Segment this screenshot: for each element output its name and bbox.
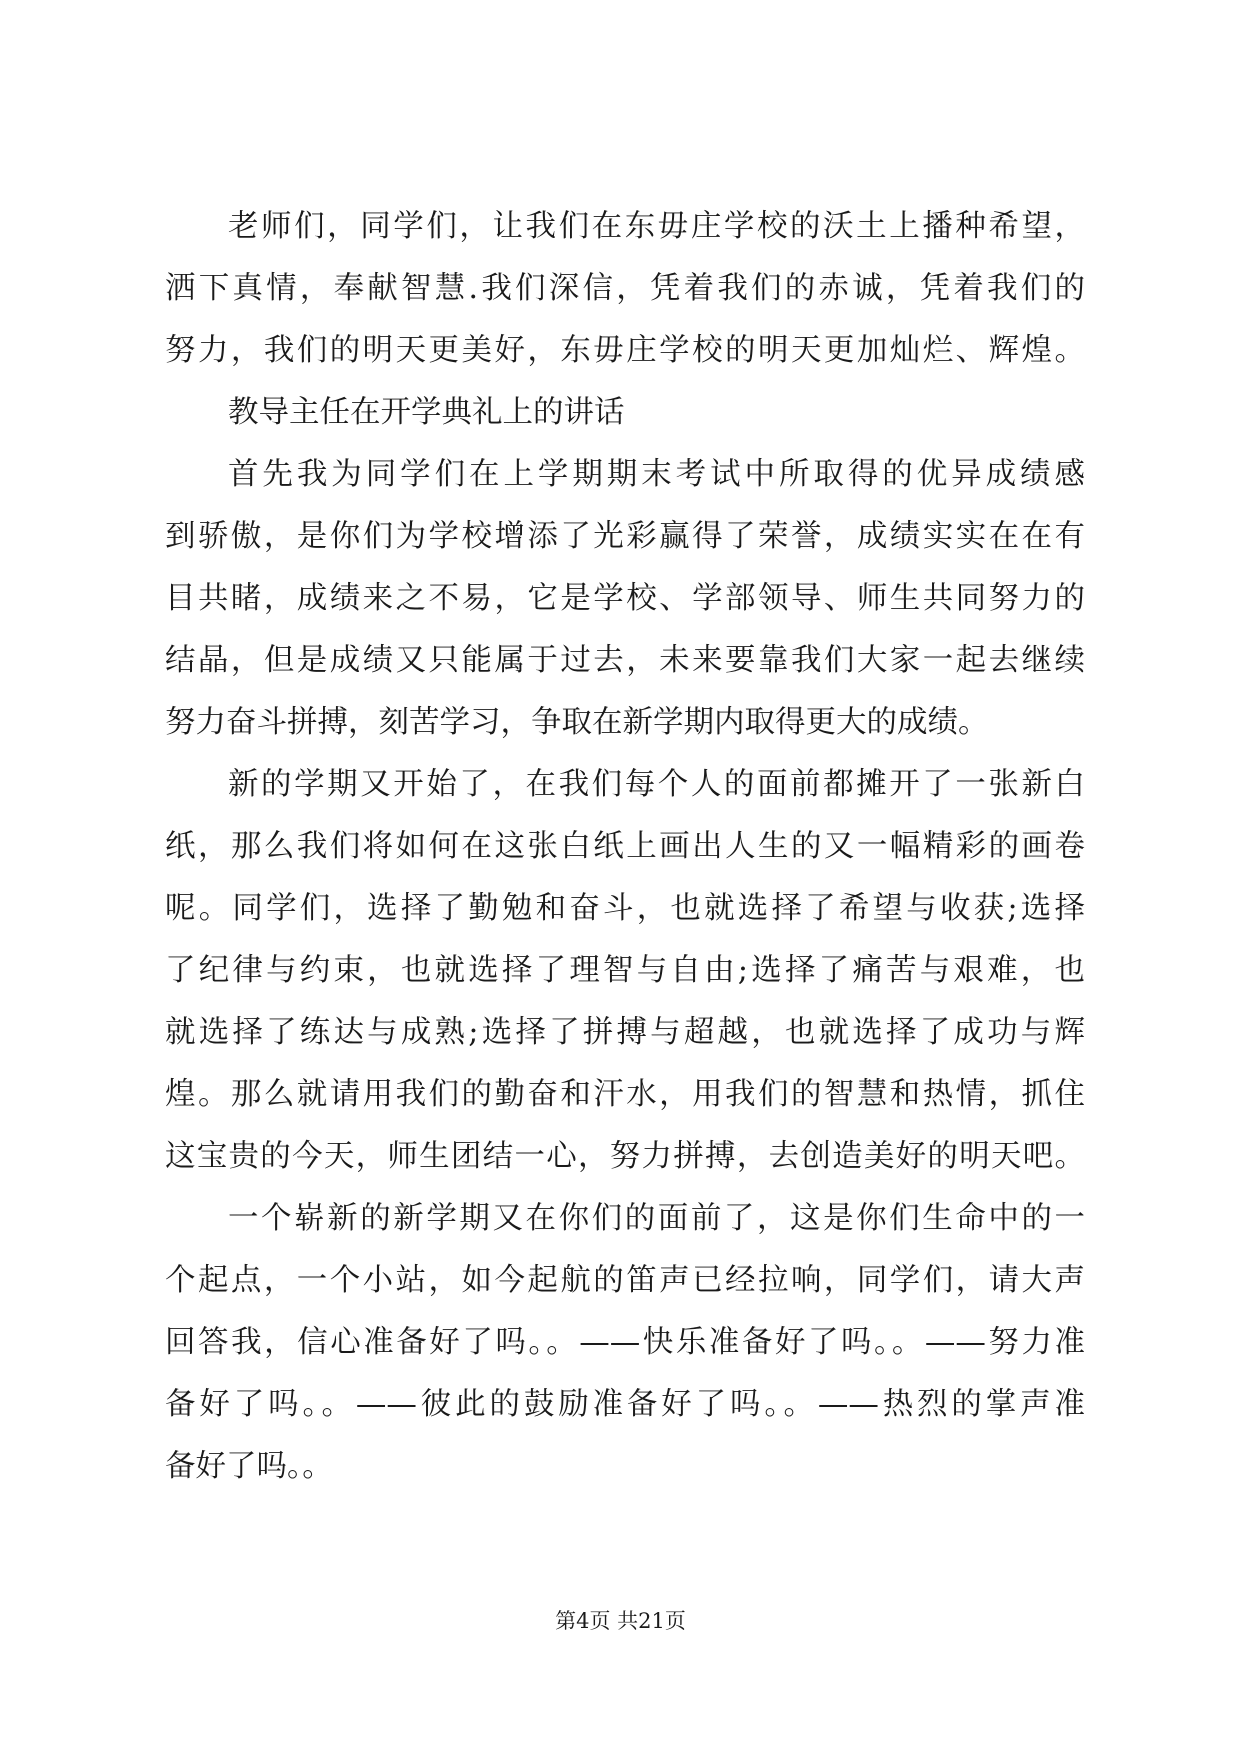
text-line: 首先我为同学们在上学期期末考试中所取得的优异成绩感 bbox=[228, 457, 1085, 492]
text-line: 目共睹，成绩来之不易，它是学校、学部领导、师生共同努力的 bbox=[165, 581, 1085, 616]
section-title: 教导主任在开学典礼上的讲话 bbox=[228, 395, 625, 430]
document-body bbox=[165, 196, 1085, 1498]
text-line: 煌。那么就请用我们的勤奋和汗水，用我们的智慧和热情，抓住 bbox=[165, 1077, 1085, 1112]
text-line: 就选择了练达与成熟;选择了拼搏与超越，也就选择了成功与辉 bbox=[165, 1015, 1085, 1050]
page-footer: 第4页 共21页 bbox=[555, 1609, 686, 1633]
text-line: 纸，那么我们将如何在这张白纸上画出人生的又一幅精彩的画卷 bbox=[165, 829, 1085, 864]
text-line: 努力奋斗拼搏，刻苦学习，争取在新学期内取得更大的成绩。 bbox=[165, 705, 989, 740]
text-line: 洒下真情，奉献智慧.我们深信，凭着我们的赤诚，凭着我们的 bbox=[165, 271, 1085, 306]
text-line: 到骄傲，是你们为学校增添了光彩赢得了荣誉，成绩实实在在有 bbox=[165, 519, 1085, 554]
text-line: 呢。同学们，选择了勤勉和奋斗，也就选择了希望与收获;选择 bbox=[165, 891, 1085, 926]
text-line: 备好了吗。。 bbox=[165, 1449, 333, 1484]
text-line: 回答我，信心准备好了吗。。——快乐准备好了吗。。——努力准 bbox=[165, 1325, 1085, 1360]
text-line: 备好了吗。。——彼此的鼓励准备好了吗。。——热烈的掌声准 bbox=[165, 1387, 1085, 1422]
text-line: 个起点，一个小站，如今起航的笛声已经拉响，同学们，请大声 bbox=[165, 1263, 1085, 1298]
text-line: 努力，我们的明天更美好，东毋庄学校的明天更加灿烂、辉煌。 bbox=[165, 333, 1085, 368]
text-line: 一个崭新的新学期又在你们的面前了，这是你们生命中的一 bbox=[228, 1201, 1085, 1236]
text-line: 了纪律与约束，也就选择了理智与自由;选择了痛苦与艰难，也 bbox=[165, 953, 1085, 988]
text-line: 这宝贵的今天，师生团结一心，努力拼搏，去创造美好的明天吧。 bbox=[165, 1139, 1085, 1174]
text-line: 新的学期又开始了，在我们每个人的面前都摊开了一张新白 bbox=[228, 767, 1085, 802]
text-line: 老师们，同学们，让我们在东毋庄学校的沃土上播种希望， bbox=[228, 209, 1085, 244]
text-line: 结晶，但是成绩又只能属于过去，未来要靠我们大家一起去继续 bbox=[165, 643, 1085, 678]
